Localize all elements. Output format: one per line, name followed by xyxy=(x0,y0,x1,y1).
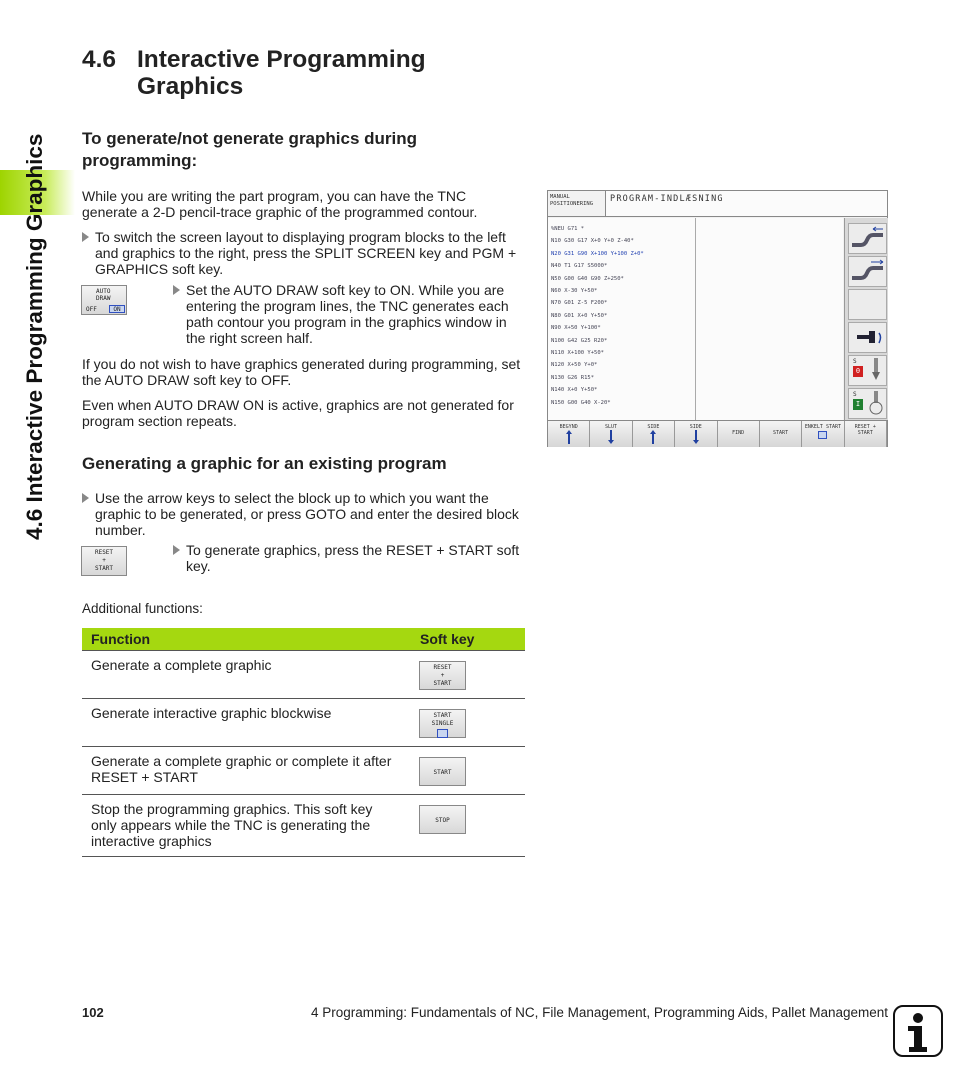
program-line: N140 X+0 Y+50* xyxy=(551,387,598,394)
screen-softkey[interactable] xyxy=(845,421,887,447)
table-row xyxy=(82,699,525,747)
program-listing xyxy=(548,218,696,420)
screen-softkey[interactable] xyxy=(760,421,802,447)
program-lines xyxy=(548,218,695,409)
mode-line1: MANUAL xyxy=(550,194,570,200)
table-row xyxy=(82,747,525,795)
program-line: N20 G31 G90 X+100 Y+100 Z+0* xyxy=(551,250,644,257)
softkey-line: START xyxy=(433,680,452,687)
tnc-screen xyxy=(547,190,888,447)
bottom-softkey-bar xyxy=(548,420,887,447)
program-line: N70 G01 Z-5 F200* xyxy=(551,300,608,307)
vertical-softkey-bar xyxy=(844,218,888,420)
spindle-zero: 0 xyxy=(853,366,863,377)
start-softkey[interactable] xyxy=(419,757,466,786)
program-line: %NEU G71 * xyxy=(551,226,585,232)
softkey-line: STOP xyxy=(435,817,450,824)
header-softkey: Soft key xyxy=(420,631,475,647)
screen-softkey[interactable] xyxy=(802,421,844,447)
program-line: N80 G01 X+0 Y+50* xyxy=(551,312,608,319)
reset-key-line2: + xyxy=(102,557,106,564)
auto-draw-on: ON xyxy=(109,305,125,313)
auto-draw-line1: AUTO xyxy=(96,288,111,295)
screen-softkey[interactable] xyxy=(633,421,675,447)
softkey-line: START xyxy=(433,712,452,719)
contour-tangent-icon[interactable] xyxy=(848,223,887,254)
screen-softkey-label: FIND xyxy=(732,430,745,436)
program-line: N110 X+100 Y+50* xyxy=(551,350,604,357)
page-number: 102 xyxy=(82,1005,104,1020)
footer-chapter: 4 Programming: Fundamentals of NC, File Management, Programming Aids, Pallet Management xyxy=(310,1005,888,1020)
step-reset-start xyxy=(173,542,523,574)
softkey-line: RESET xyxy=(433,664,452,671)
mode-line2: POSITIONERING xyxy=(550,201,594,207)
screen-softkey[interactable] xyxy=(590,421,632,447)
additional-functions-label: Additional functions: xyxy=(82,601,203,616)
auto-draw-softkey[interactable] xyxy=(81,285,127,315)
step-split-screen-text: To switch the screen layout to displaying program blocks to the left and graphics to the right, press the SPLIT SCREEN key and PGM + GRAPHICS soft key. xyxy=(95,229,517,277)
mode-box xyxy=(548,191,606,217)
section-heading: Interactive Programming Graphics xyxy=(137,46,426,100)
functions-table xyxy=(82,628,525,857)
program-line: N100 G42 G25 R20* xyxy=(551,337,608,344)
info-icon xyxy=(893,1005,943,1057)
subheading-generate: To generate/not generate graphics during programming: xyxy=(82,129,418,170)
step-select-block xyxy=(82,490,524,538)
program-line: N150 G00 G40 X-20* xyxy=(551,399,611,406)
step-reset-start-text: To generate graphics, press the RESET + START soft key. xyxy=(186,542,520,574)
section-title xyxy=(82,46,522,100)
screen-softkey-label: SIDE xyxy=(689,424,702,430)
arrow-icon xyxy=(82,232,89,242)
step-split-screen xyxy=(82,229,524,277)
screen-title: PROGRAM-INDLÆSNING xyxy=(606,191,887,217)
arrow-icon xyxy=(173,545,180,555)
coolant-icon[interactable] xyxy=(848,322,887,353)
step-auto-draw-text: Set the AUTO DRAW soft key to ON. While you are entering the program lines, the TNC generates each path contour you program in the graphics window in the right screen half. xyxy=(186,282,509,346)
contour-approach-icon[interactable] xyxy=(848,256,887,287)
screen-softkey[interactable] xyxy=(548,421,590,447)
spindle-one: I xyxy=(853,399,863,410)
row-function: Generate a complete graphic xyxy=(91,657,272,673)
program-line: N60 X-30 Y+50* xyxy=(551,288,598,295)
screen-softkey-label: BEGYND xyxy=(559,424,578,430)
table-row xyxy=(82,651,525,699)
spindle-s-label: S xyxy=(853,358,857,365)
table-row xyxy=(82,795,525,857)
reset-start-softkey[interactable] xyxy=(81,546,127,576)
softkey-line: SINGLE xyxy=(431,720,454,727)
program-line: N40 T1 G17 S5000* xyxy=(551,263,608,270)
spindle-on-icon[interactable] xyxy=(848,388,887,419)
screen-softkey-label: SIDE xyxy=(647,424,660,430)
softkey-line: START xyxy=(433,769,452,776)
step-select-block-text: Use the arrow keys to select the block up to which you want the graphic to be generated, or press GOTO and enter the desired block number. xyxy=(95,490,519,538)
row-function: Generate interactive graphic blockwise xyxy=(91,705,332,721)
reset-key-line3: START xyxy=(94,565,114,572)
arrow-up-icon xyxy=(649,430,657,444)
auto-draw-line2: DRAW xyxy=(96,295,111,302)
reset-start-softkey[interactable] xyxy=(419,661,466,690)
blank-softkey[interactable] xyxy=(848,289,887,320)
reset-key-line1: RESET xyxy=(94,549,114,556)
arrow-icon xyxy=(173,285,180,295)
paragraph-auto-draw-off: If you do not wish to have graphics generated during programming, set the AUTO DRAW soft key to OFF. xyxy=(82,356,521,388)
graphics-window xyxy=(696,218,843,420)
auto-draw-off: OFF xyxy=(86,306,97,313)
screen-softkey[interactable] xyxy=(675,421,717,447)
screen-softkey-label: RESET + START xyxy=(854,424,876,436)
program-line: N90 X+50 Y+100* xyxy=(551,325,601,332)
spindle-off-icon[interactable] xyxy=(848,355,887,386)
program-line: N120 X+50 Y+0* xyxy=(551,362,598,369)
side-tab-text: 4.6 Interactive Programming Graphics xyxy=(22,133,47,540)
spindle-s-label: S xyxy=(853,391,857,398)
row-function: Stop the programming graphics. This soft key only appears while the TNC is generating the interactive graphics xyxy=(91,801,373,849)
screen-softkey-label: ENKELT START xyxy=(804,424,841,430)
screen-softkey-label: SLUT xyxy=(605,424,618,430)
paragraph-section-repeats: Even when AUTO DRAW ON is active, graphics are not generated for program section repeats. xyxy=(82,397,514,429)
program-line: N10 G30 G17 X+0 Y+0 Z-40* xyxy=(551,238,634,245)
arrow-icon xyxy=(82,493,89,503)
softkey-line: + xyxy=(440,672,445,679)
arrow-down-icon xyxy=(692,430,700,444)
intro-paragraph: While you are writing the part program, you can have the TNC generate a 2-D pencil-trace graphic of the programmed contour. xyxy=(82,188,478,220)
arrow-down-icon xyxy=(607,430,615,444)
header-function: Function xyxy=(91,631,151,647)
stop-softkey[interactable] xyxy=(419,805,466,834)
step-auto-draw xyxy=(173,282,523,346)
row-function: Generate a complete graphic or complete it after RESET + START xyxy=(91,753,392,785)
arrow-up-icon xyxy=(565,430,573,444)
section-number: 4.6 xyxy=(82,46,117,73)
subheading-existing-program: Generating a graphic for an existing program xyxy=(82,454,447,473)
table-header xyxy=(82,628,525,651)
program-line: N130 G26 R15* xyxy=(551,374,595,381)
screen-softkey[interactable] xyxy=(718,421,760,447)
checkbox-icon xyxy=(818,431,827,439)
screen-softkey-label: START xyxy=(773,430,789,436)
start-single-softkey[interactable] xyxy=(419,709,466,738)
checkbox-icon xyxy=(437,729,448,738)
program-line: N50 G00 G40 G90 Z+250* xyxy=(551,275,624,282)
